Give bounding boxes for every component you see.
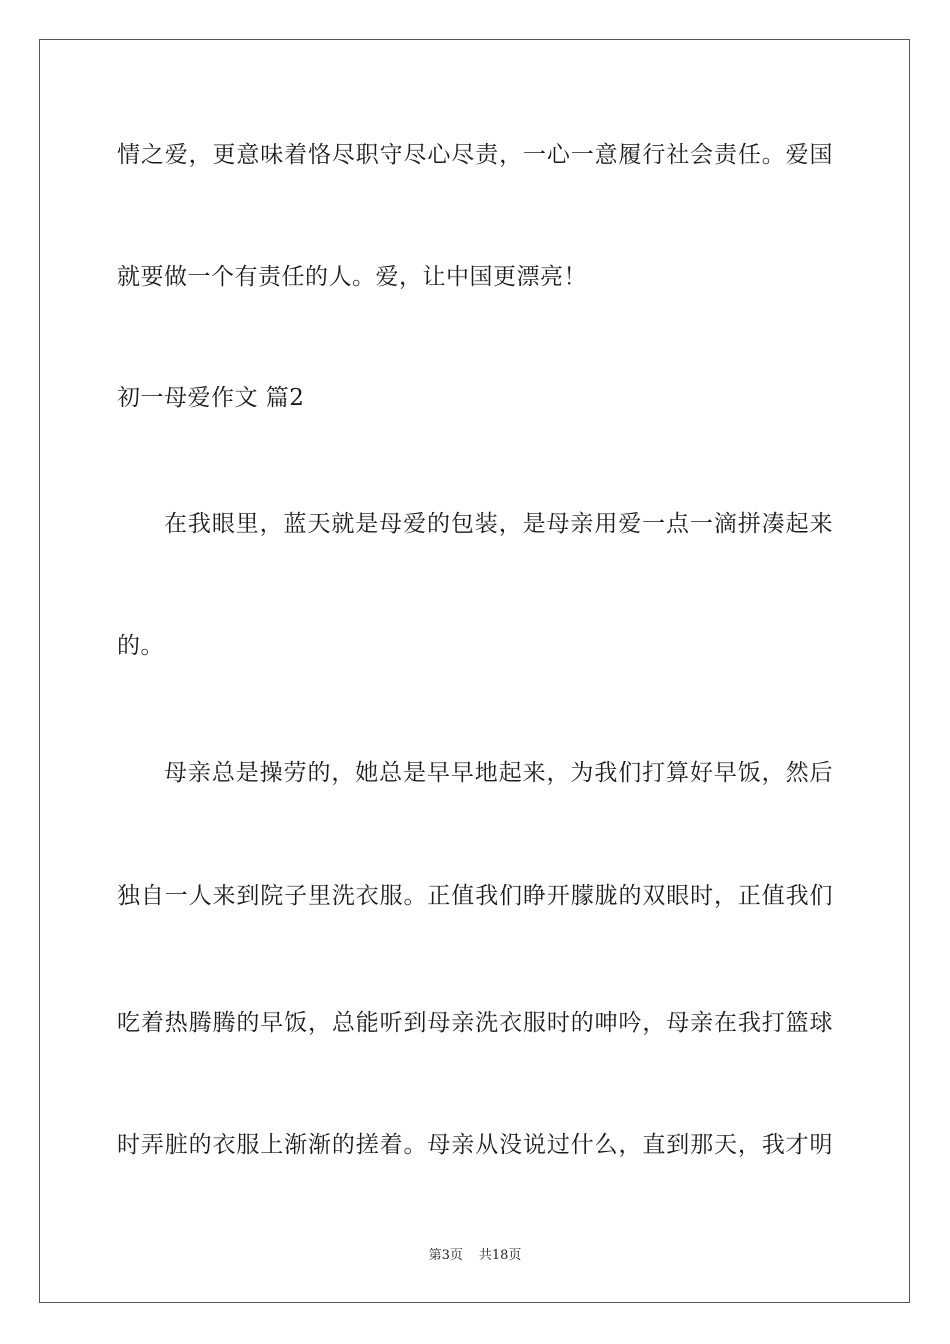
paragraph-line-3: 在我眼里，蓝天就是母爱的包装，是母亲用爱一点一滴拼凑起来	[164, 511, 833, 537]
paragraph-line-4: 的。	[117, 633, 164, 659]
paragraph-line-2: 就要做一个有责任的人。爱，让中国更漂亮！	[117, 264, 587, 290]
paragraph-line-6: 独自一人来到院子里洗衣服。正值我们睁开朦胧的双眼时，正值我们	[117, 883, 833, 909]
page-footer	[0, 1247, 950, 1265]
page-border	[39, 39, 910, 1303]
page-total: 共18页	[478, 1248, 522, 1263]
paragraph-line-7: 吃着热腾腾的早饭，总能听到母亲洗衣服时的呻吟，母亲在我打篮球	[117, 1010, 833, 1036]
paragraph-line-5: 母亲总是操劳的，她总是早早地起来，为我们打算好早饭，然后	[164, 760, 833, 786]
paragraph-line-8: 时弄脏的衣服上渐渐的搓着。母亲从没说过什么，直到那天，我才明	[117, 1132, 833, 1158]
page-number: 第3页	[428, 1248, 463, 1263]
paragraph-line-1: 情之爱，更意味着恪尽职守尽心尽责，一心一意履行社会责任。爱国	[117, 142, 833, 168]
section-heading: 初一母爱作文 篇2	[117, 385, 305, 411]
